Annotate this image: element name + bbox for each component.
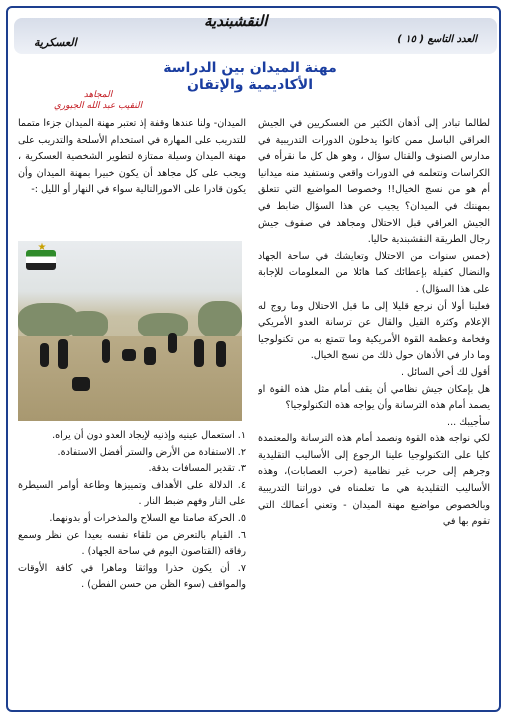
- issue-number: العدد التاسع ( ١٥ ): [397, 34, 477, 45]
- article-title-line2: الأكاديمية والإتقان: [187, 77, 313, 93]
- soldier-figure: [168, 333, 177, 353]
- list-item: ٧. أن يكون حذرا وواثقا وماهرا في كافة الأوقات والمواقف (سوء الظن من حسن الفطن) .: [18, 562, 246, 591]
- paragraph: سأجيبك ...: [447, 416, 490, 428]
- paragraph: لطالما تبادر إلى أذهان الكثير من العسكريين في الجيش العراقي الباسل ممن كانوا يدخلون الدورات التدريبية في مدارس الصنوف والقتال سؤال ، وهو هل كل ما نقرأه في الكراسات ونتعلمه في الدورات واقعي ونستفيد منه ميدانيا أم هو من نسج الخيال!! وخصوصا المواضيع التي تتعلق بمهنتك في الميدان؟ يجيب عن هذا السؤال ضابط في الجيش العراقي قبل الاحتلال ومجاهد في صفوف جيش رجال الطريقة النقشبندية حاليا.: [258, 118, 490, 246]
- paragraph: هل بإمكان جيش نظامي أن يقف أمام مثل هذه القوة او يصمد أمام هذه الترسانة وأن يواجه هذه التكنولوجيا؟: [258, 383, 490, 412]
- list-item: ٦. القيام بالتعرض من تلقاء نفسه بعيدا عن نظر وسمع رفاقه (القتاصون اليوم في ساحة الجهاد) .: [18, 529, 246, 558]
- emblem-logo: [22, 242, 62, 282]
- tree: [198, 301, 242, 339]
- paragraph: الميدان- ولنا عندها وقفة إذ تعتبر مهنة الميدان جزءا متمما للتدريب على المهارة في استخدام الأسلحة والتدريب على مهنة الميدان وسيلة ممتازة لتطوير الشخصية العسكرية ، ويجب على كل مجاهد أن يكون خبيرا بمهنة الميدان وأن يكون قادرا على الامورالتالية سواء في النهار أو الليل :-: [18, 118, 246, 196]
- right-column: [258, 116, 490, 711]
- list-item: ٣. تقدير المسافات بدقة.: [148, 463, 246, 475]
- byline-name: النقيب عبد الله الجبوري: [53, 101, 143, 111]
- soldier-figure: [216, 341, 226, 367]
- left-column-intro: [18, 116, 246, 256]
- paragraph: فعلينا أولا أن نرجع قليلا إلى ما قبل الاحتلال وما روج له الإعلام وكثرة القيل والقال عن ترسانة العدو الأمريكي وفخامة وعظمة القوة الأمريكية وما تتمتع به من تكنولوجيا وما دار في الأذهان حول ذلك من نسج الخيال.: [258, 300, 490, 362]
- soldier-figure: [102, 339, 110, 363]
- list-item: ٥. الحركة صامتا مع السلاح والمذخرات أو بدونهما.: [49, 512, 246, 524]
- soldier-figure: [58, 339, 68, 369]
- page-header: [14, 12, 497, 58]
- list-item: ٢. الاستفادة من الأرض والستر أفضل الاستفادة.: [57, 446, 246, 458]
- magazine-title: النقشبندية: [204, 12, 268, 30]
- star-icon: ★: [37, 242, 47, 253]
- byline-role: المجاهد: [83, 90, 113, 100]
- article-title-line1: مهنة الميدان بين الدراسة: [163, 60, 337, 76]
- flag-icon: [26, 250, 56, 270]
- soldier-figure: [122, 349, 136, 361]
- paragraph: أقول لك أخي السائل .: [400, 366, 490, 378]
- paragraph: (خمس سنوات من الاحتلال وتعايشك في ساحة الجهاد والنضال كفيلة بإعطائك كما هائلا من المعلومات للإجابة على هذا السؤال) .: [258, 250, 490, 295]
- soldier-figure: [194, 339, 204, 367]
- byline: [48, 90, 148, 112]
- article-title: [150, 60, 350, 94]
- skills-list: [18, 428, 246, 711]
- soldier-figure: [40, 343, 49, 367]
- tree: [68, 311, 108, 339]
- paragraph: لكي نواجه هذه القوة ونصمد أمام هذه الترسانة والمعتمدة كليا على التكنولوجيا علينا الرجوع إلى الأساليب التقليدية وجرهم إلى حرب غير نظامية (حرب العصابات)، وهذه الأساليب التقليدية هي ما تعلمناه في دوراتنا التدريبية وبالخصوص مواضيع مهنة الميدان - وتعني أعمالك التي تقوم بها في: [258, 433, 490, 528]
- list-item: ١. استعمال عينيه وإذنيه لإيجاد العدو دون أن يراه.: [52, 430, 246, 441]
- list-item: ٤. الدلالة على الأهداف وتمييزها وطاعة أوامر السيطرة على النار وفهم ضبط النار .: [18, 479, 246, 508]
- section-title: العسكرية: [34, 36, 77, 49]
- soldier-figure: [72, 377, 90, 391]
- soldier-figure: [144, 347, 156, 365]
